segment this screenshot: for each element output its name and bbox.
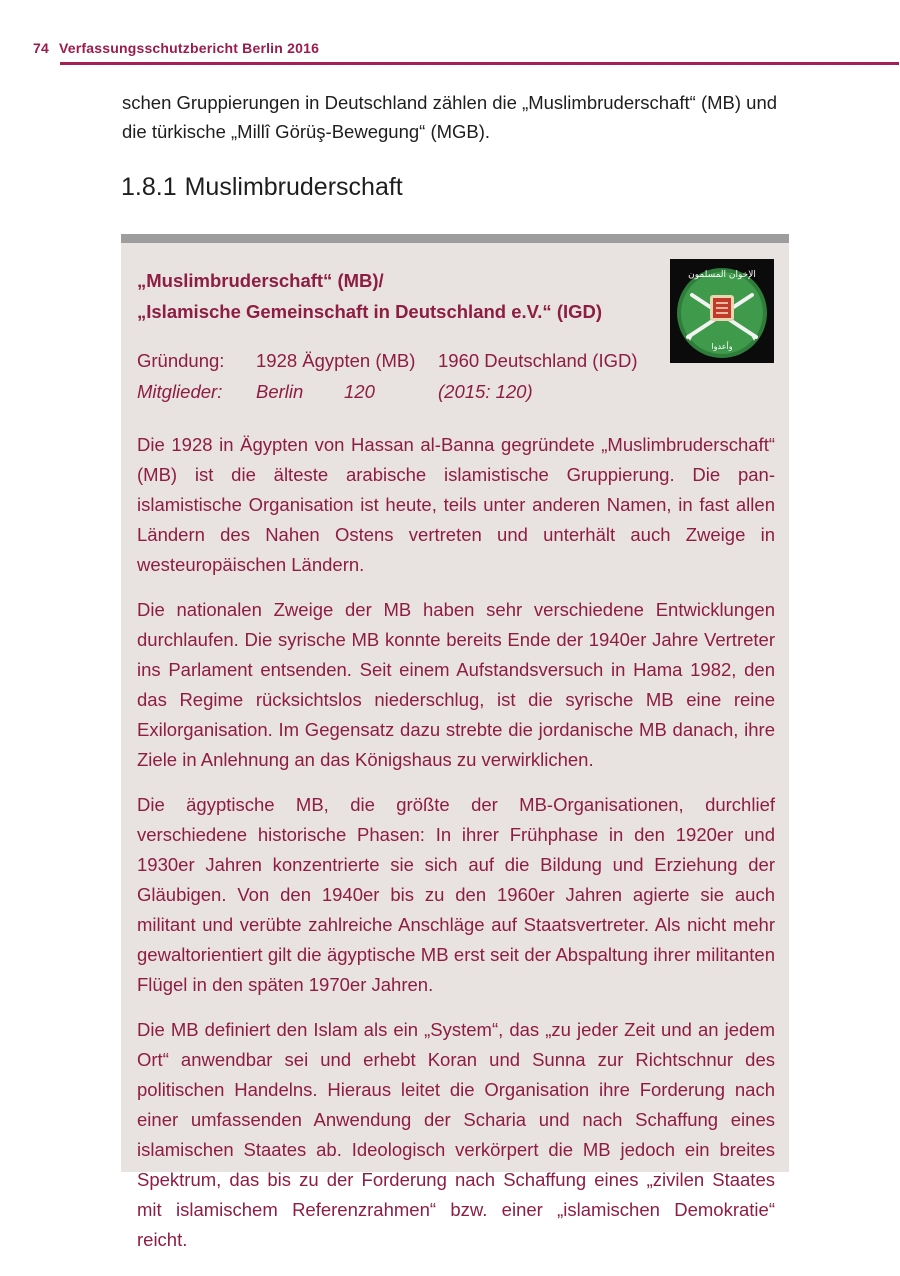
facts-table <box>137 345 657 407</box>
members-place: Berlin <box>256 381 304 402</box>
members-previous: (2015: 120) <box>438 381 533 402</box>
running-head <box>33 40 899 56</box>
emblem-icon <box>670 259 774 363</box>
box-paragraph: Die nationalen Zweige der MB haben sehr verschiedene Entwicklungen durchlaufen. Die syrische MB konnte bereits Ende der 1940er Jahre Vertreter ins Parlament entsenden. Seit einem Aufstandsversuch in Hama 1982, den das Regime rücksichtslos niederschlug, ist die syrische MB eine reine Exilorganisation. Im Gegensatz dazu strebte die jordanische MB danach, ihre Ziele in Anlehnung an das Königshaus zu verwirklichen. <box>137 599 775 770</box>
box-paragraph: Die 1928 in Ägypten von Hassan al-Banna gegründete „Muslimbruderschaft“ (MB) ist die älteste arabische islamistische Gruppierung. Die pan-islamistische Organisation ist heute, teils unter anderen Namen, in fast allen Ländern des Nahen Ostens vertreten und unterhält auch Zweige in westeuropäischen Ländern. <box>137 434 775 575</box>
box-title-line2: „Islamische Gemeinschaft in Deutschland e.V.“ (IGD) <box>137 301 603 322</box>
box-body <box>137 430 775 1270</box>
page-number: 74 <box>33 40 49 56</box>
intro-paragraph <box>122 88 794 146</box>
box-paragraph: Die ägyptische MB, die größte der MB-Organisationen, durchlief verschiedene historische Phasen: In ihrer Frühphase in den 1920er und 1930er Jahren konzentrierte sie sich auf die Bildung und Erziehung der Gläubigen. Von den 1940er bis zu den 1960er Jahren agierte sie auch militant und verübte zahlreiche Anschläge auf Staatsvertreter. Als nicht mehr gewaltorientiert gilt die ägyptische MB erst seit der Abspaltung ihrer militanten Flügel in den späten 1970er Jahren. <box>137 794 775 995</box>
info-box <box>121 234 789 1250</box>
box-title-line1: „Muslimbruderschaft“ (MB)/ <box>137 270 384 291</box>
header-rule <box>60 62 899 65</box>
facts-row-members <box>137 376 657 407</box>
founding-label: Gründung: <box>137 350 225 371</box>
emblem-motto: وأعدوا <box>711 342 733 351</box>
members-count: 120 <box>344 381 375 402</box>
section-title: Muslimbruderschaft <box>184 173 403 201</box>
box-paragraph: Die MB definiert den Islam als ein „System“, das „zu jeder Zeit und an jedem Ort“ anwendbar sei und erhebt Koran und Sunna zur Richtschnur des politischen Handelns. Hieraus leitet die Organisation ihre Forderung nach einer umfassenden Anwendung der Scharia und nach Schaffung eines islamischen Staates ab. Ideologisch verkörpert die MB jedoch ein breites Spektrum, das bis zu der Forderung nach Schaffung eines „zivilen Staates mit islamischem Referenzrahmen“ bzw. einer „islamischen Demokratie“ reicht. <box>137 1019 775 1250</box>
facts-row-founding <box>137 345 657 376</box>
section-number: 1.8.1 <box>121 173 177 201</box>
intro-text: schen Gruppierungen in Deutschland zählen die „Muslimbruderschaft“ (MB) und die türkische „Millî Görüş-Bewegung“ (MGB). <box>122 92 778 142</box>
box-title <box>137 265 657 327</box>
muslim-brotherhood-emblem <box>670 259 774 363</box>
founding-value-mb: 1928 Ägypten (MB) <box>256 350 416 371</box>
section-heading <box>121 173 403 202</box>
founding-value-igd: 1960 Deutschland (IGD) <box>438 350 638 371</box>
running-title: Verfassungsschutzbericht Berlin 2016 <box>58 40 320 56</box>
members-label: Mitglieder: <box>137 381 223 402</box>
emblem-name: الإخوان المسلمون <box>688 270 756 280</box>
